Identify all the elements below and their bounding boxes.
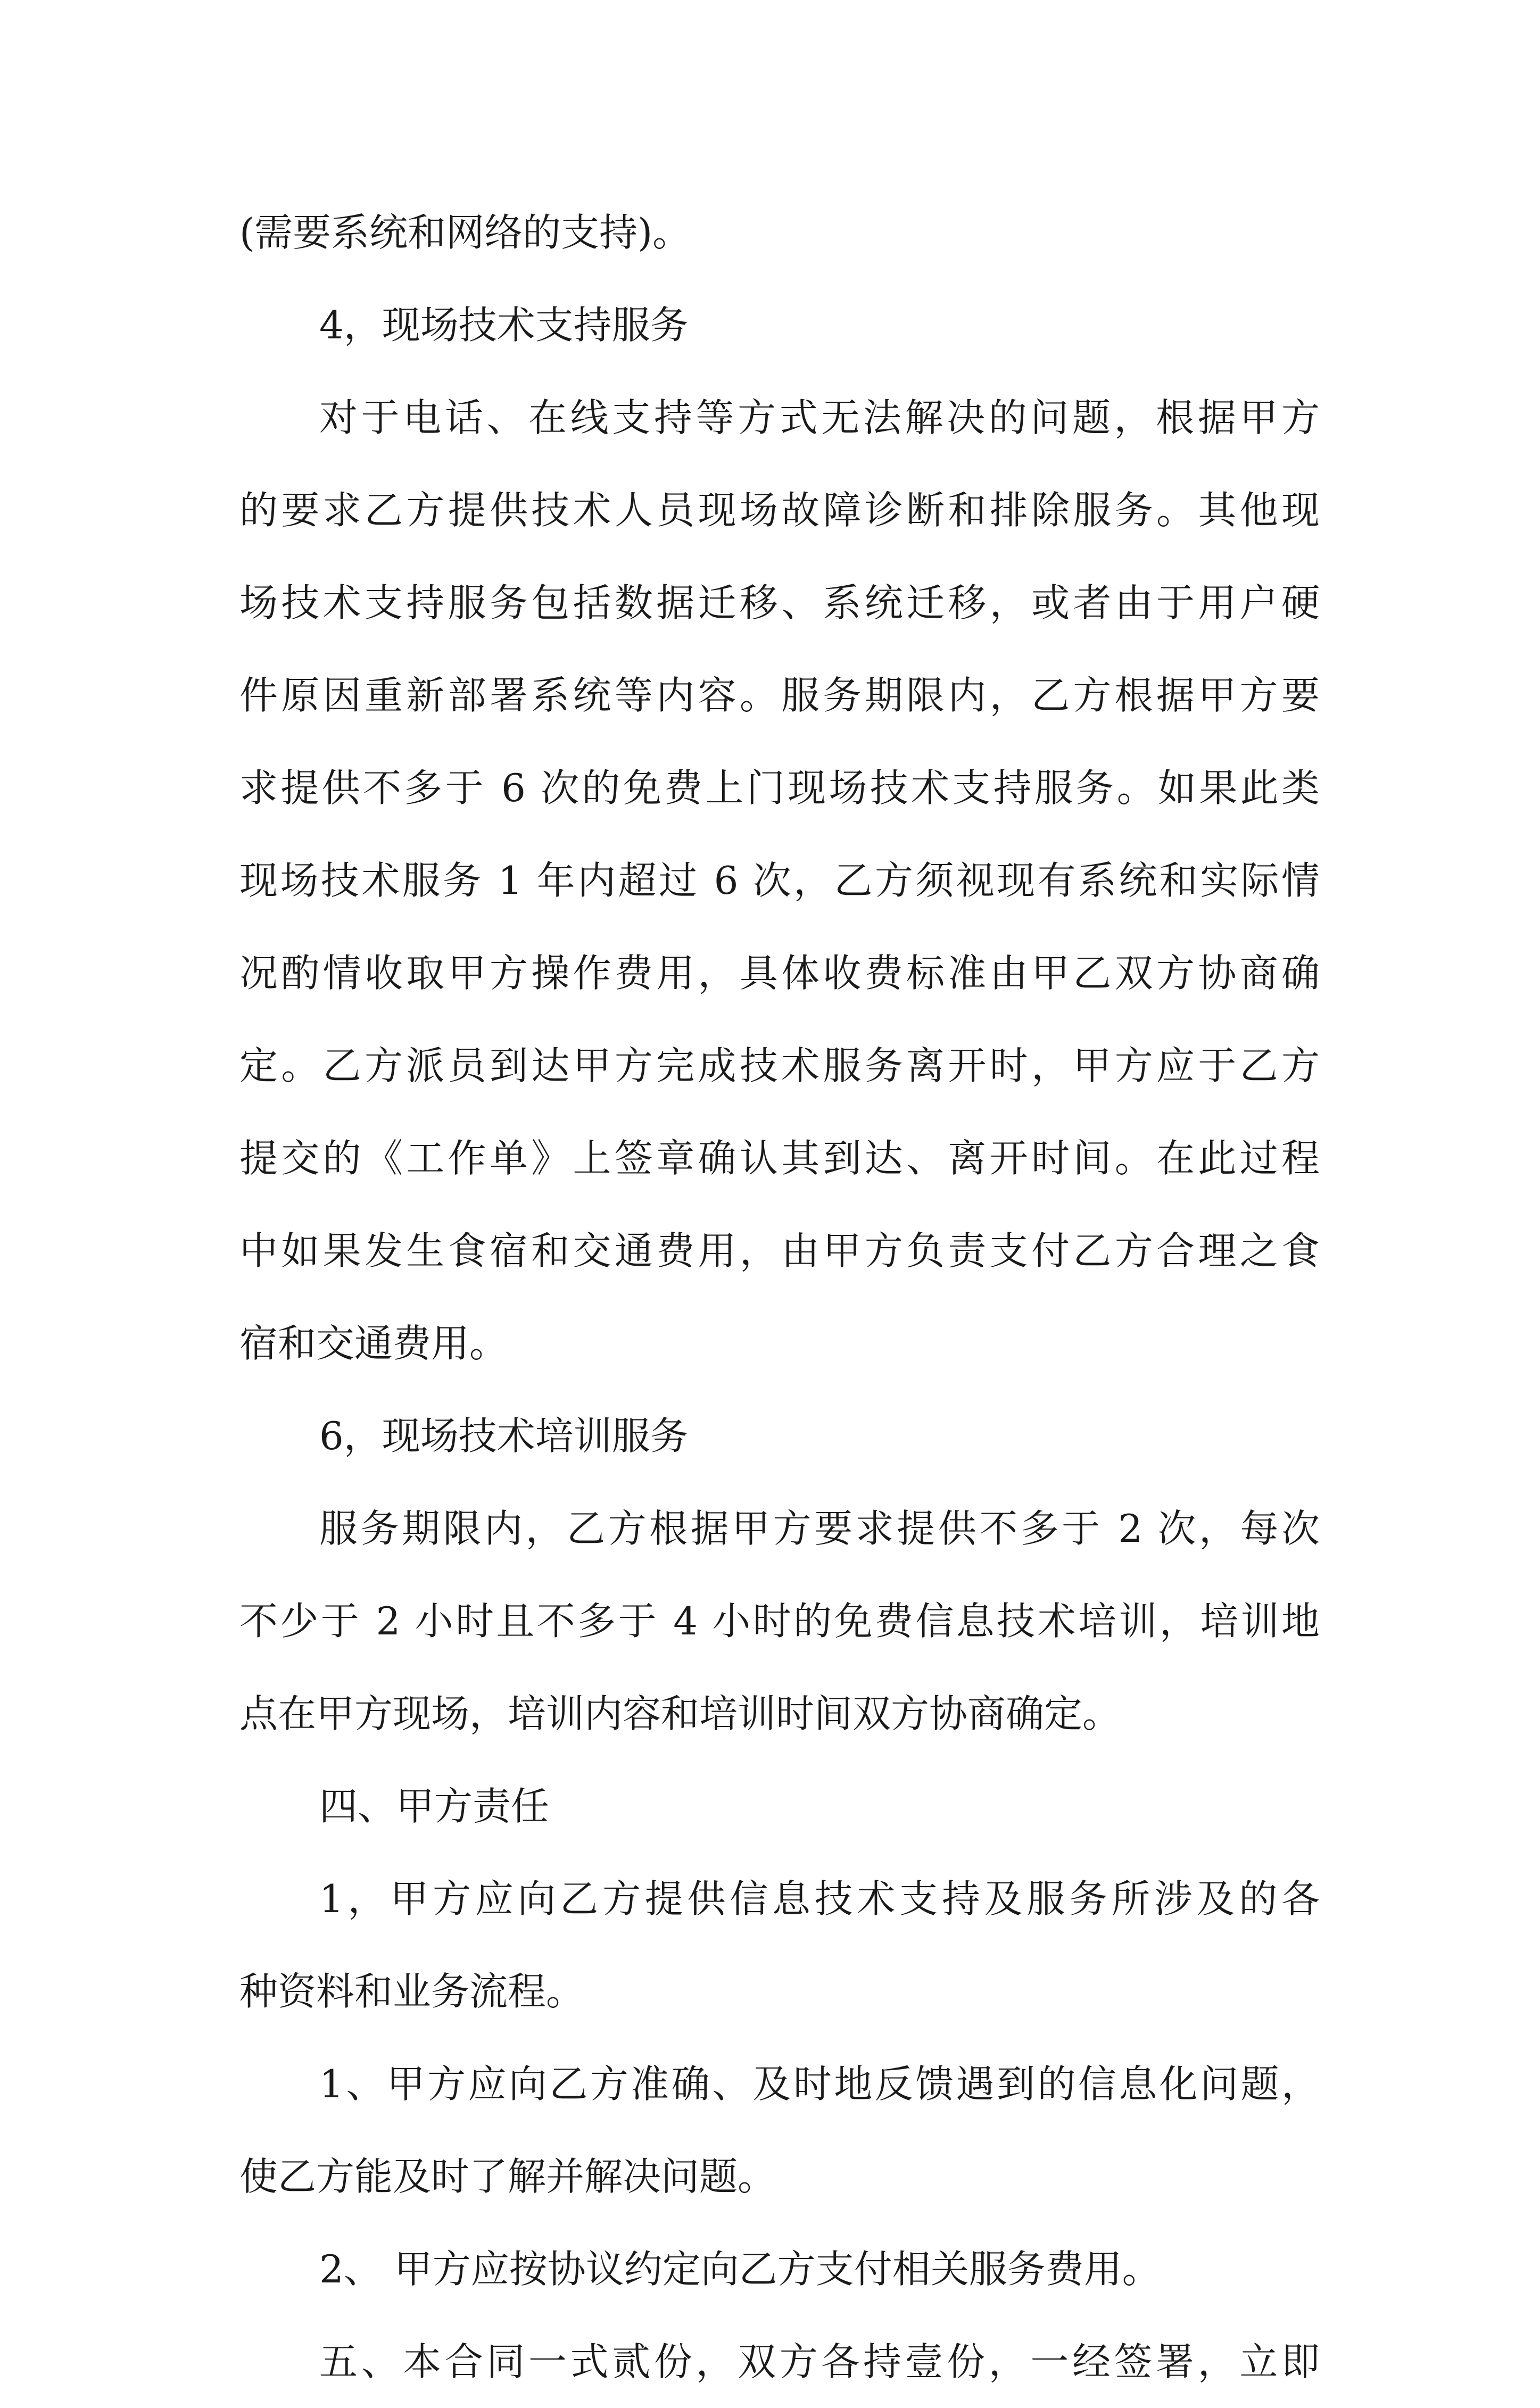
text-line: 场技术支持服务包括数据迁移、系统迁移，或者由于用户硬 — [239, 580, 1320, 625]
text-line: 况酌情收取甲方操作费用，具体收费标准由甲乙双方协商确 — [239, 951, 1320, 995]
text-line: 6，现场技术培训服务 — [319, 1414, 689, 1458]
text-line: 定。乙方派员到达甲方完成技术服务离开时，甲方应于乙方 — [239, 1043, 1320, 1088]
text-line: 件原因重新部署系统等内容。服务期限内，乙方根据甲方要 — [239, 673, 1320, 718]
text-line: 求提供不多于 6 次的免费上门现场技术支持服务。如果此类 — [239, 766, 1320, 810]
text-line: 4，现场技术支持服务 — [319, 303, 689, 347]
text-line: 中如果发生食宿和交通费用，由甲方负责支付乙方合理之食 — [239, 1228, 1320, 1273]
text-line: 使乙方能及时了解并解决问题。 — [239, 2154, 776, 2199]
text-line: 服务期限内，乙方根据甲方要求提供不多于 2 次，每次 — [319, 1506, 1320, 1551]
text-line: 1，甲方应向乙方提供信息技术支持及服务所涉及的各 — [319, 1876, 1320, 1921]
text-line: 对于电话、在线支持等方式无法解决的问题，根据甲方 — [319, 395, 1320, 440]
text-line: 五、本合同一式贰份，双方各持壹份，一经签署，立即 — [319, 2339, 1320, 2384]
text-line: 1、甲方应向乙方准确、及时地反馈遇到的信息化问题， — [319, 2062, 1320, 2106]
text-line: (需要系统和网络的支持)。 — [239, 210, 691, 255]
text-line: 2、 甲方应按协议约定向乙方支付相关服务费用。 — [319, 2247, 1161, 2291]
text-line: 提交的《工作单》上签章确认其到达、离开时间。在此过程 — [239, 1136, 1320, 1181]
text-line: 种资料和业务流程。 — [239, 1969, 585, 2014]
text-line: 四、甲方责任 — [319, 1784, 550, 1829]
text-line: 宿和交通费用。 — [239, 1321, 508, 1366]
text-line: 点在甲方现场，培训内容和培训时间双方协商确定。 — [239, 1691, 1121, 1736]
text-line: 的要求乙方提供技术人员现场故障诊断和排除服务。其他现 — [239, 488, 1320, 533]
text-line: 现场技术服务 1 年内超过 6 次，乙方须视现有系统和实际情 — [239, 858, 1320, 903]
document-body — [239, 186, 1320, 2408]
text-line: 不少于 2 小时且不多于 4 小时的免费信息技术培训，培训地 — [239, 1599, 1320, 1643]
